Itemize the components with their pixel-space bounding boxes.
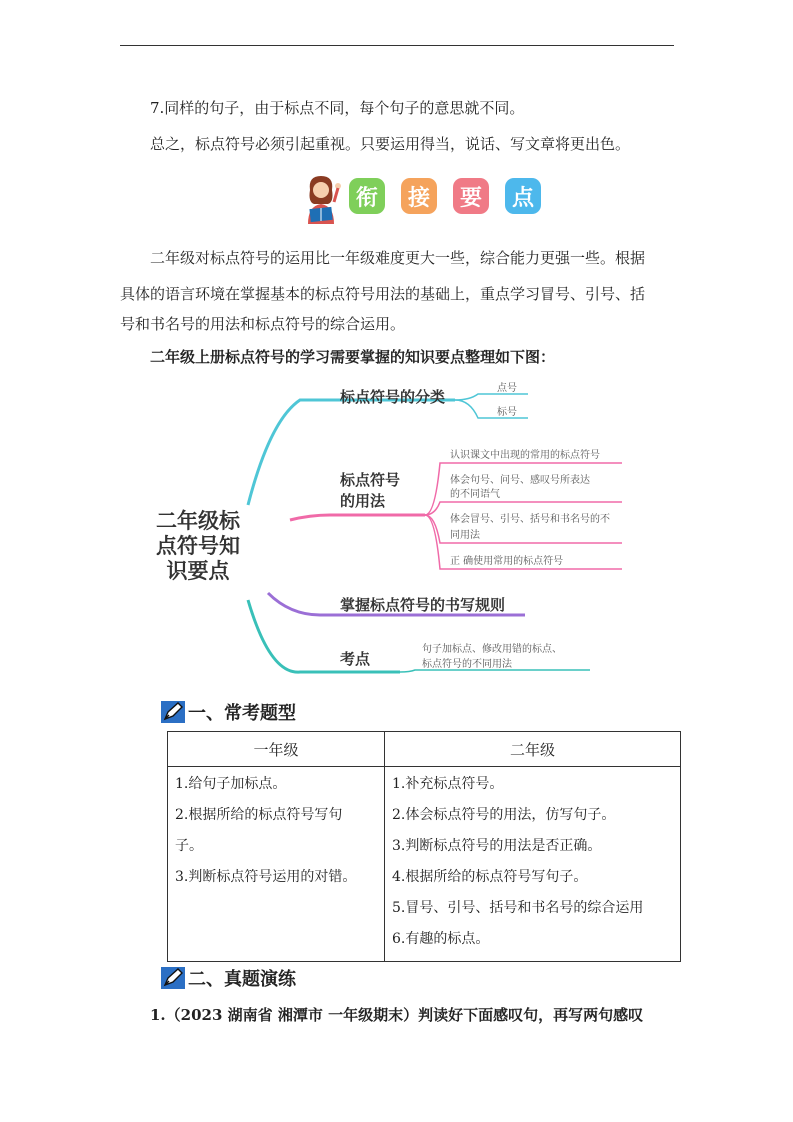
table-row [168,767,681,962]
section-1-title: 一、常考题型 [188,703,296,724]
mindmap-b3-label: 掌握标点符号的书写规则 [340,596,506,614]
mindmap-b1-leaf-1: 点号 [497,383,517,394]
mindmap-b2-leaf-6: 正 确使用常用的标点符号 [450,556,564,567]
badge-1: 衔 [349,178,385,214]
table-header-grade-1: 一年级 [168,732,385,767]
badge-4: 点 [505,178,541,214]
table-cell-grade-2 [385,767,681,962]
question-types-table [167,731,681,962]
list-item: 6.有趣的标点。 [392,931,490,947]
intro-line-3: 号和书名号的用法和标点符号的综合运用。 [120,315,406,333]
list-item: 1.补充标点符号。 [392,776,504,792]
mindmap-b2-label-2: 的用法 [340,492,386,510]
badge-2: 接 [401,178,437,214]
mindmap-branch-1 [248,400,455,505]
mindmap-b2-leaf-2: 体会句号、问号、感叹号所表达 [450,475,590,486]
list-item: 2.根据所给的标点符号写句 [175,807,343,823]
pen-icon [160,700,186,724]
table-cell-grade-1 [168,767,385,962]
mindmap-b4-leaf-2: 标点符号的不同用法 [422,659,512,670]
intro-line-2: 具体的语言环境在掌握基本的标点符号用法的基础上，重点学习冒号、引号、括 [120,285,646,303]
mindmap-caption: 二年级上册标点符号的学习需要掌握的知识要点整理如下图： [150,348,556,366]
section-1-heading [160,699,296,725]
mindmap-b1-label: 标点符号的分类 [340,388,446,406]
list-item: 1.给句子加标点。 [175,776,287,792]
paragraph-summary: 总之，标点符号必须引起重视。只要运用得当，说话、写文章将更出色。 [150,135,631,153]
pen-icon [160,966,186,990]
badge-3: 要 [453,178,489,214]
intro-line-1: 二年级对标点符号的运用比一年级难度更大一些，综合能力更强一些。根据 [150,249,646,267]
mindmap-b2-leaf-5: 同用法 [450,530,480,541]
question-1: 1.（2023 湖南省 湘潭市 一年级期末）判读好下面感叹句，再写两句感叹 [150,1006,644,1024]
table-header-row [168,732,681,767]
list-item: 3.判断标点符号的用法是否正确。 [392,838,602,854]
section-2-heading [160,965,296,991]
mindmap-b4-leaf-1: 句子加标点、修改用错的标点、 [422,644,562,655]
section-2-title: 二、真题演练 [188,969,296,990]
mindmap-b1-leaf-2: 标号 [497,407,517,418]
mindmap-b2-label-1: 标点符号 [340,471,401,489]
list-item: 3.判断标点符号运用的对错。 [175,869,357,885]
mindmap-b4-label: 考点 [340,650,371,668]
mindmap-center-line-3: 识要点 [166,559,230,583]
paragraph-7: 7.同样的句子，由于标点不同，每个句子的意思就不同。 [150,99,525,117]
mindmap-center-line-1: 二年级标 [156,509,240,533]
list-item: 4.根据所给的标点符号写句子。 [392,869,588,885]
mindmap-branch-2 [290,515,425,520]
mindmap-center-line-2: 点符号知 [156,534,240,558]
mindmap-b2-leaf-1: 认识课文中出现的常用的标点符号 [450,450,600,461]
list-item: 子。 [175,838,203,854]
list-item: 2.体会标点符号的用法，仿写句子。 [392,807,616,823]
mindmap-b2-leaf-3: 的不同语气 [450,489,500,500]
table-header-grade-2: 二年级 [385,732,681,767]
mindmap-b2-leaf-4: 体会冒号、引号、括号和书名号的不 [450,514,610,525]
list-item: 5.冒号、引号、括号和书名号的综合运用 [392,900,644,916]
